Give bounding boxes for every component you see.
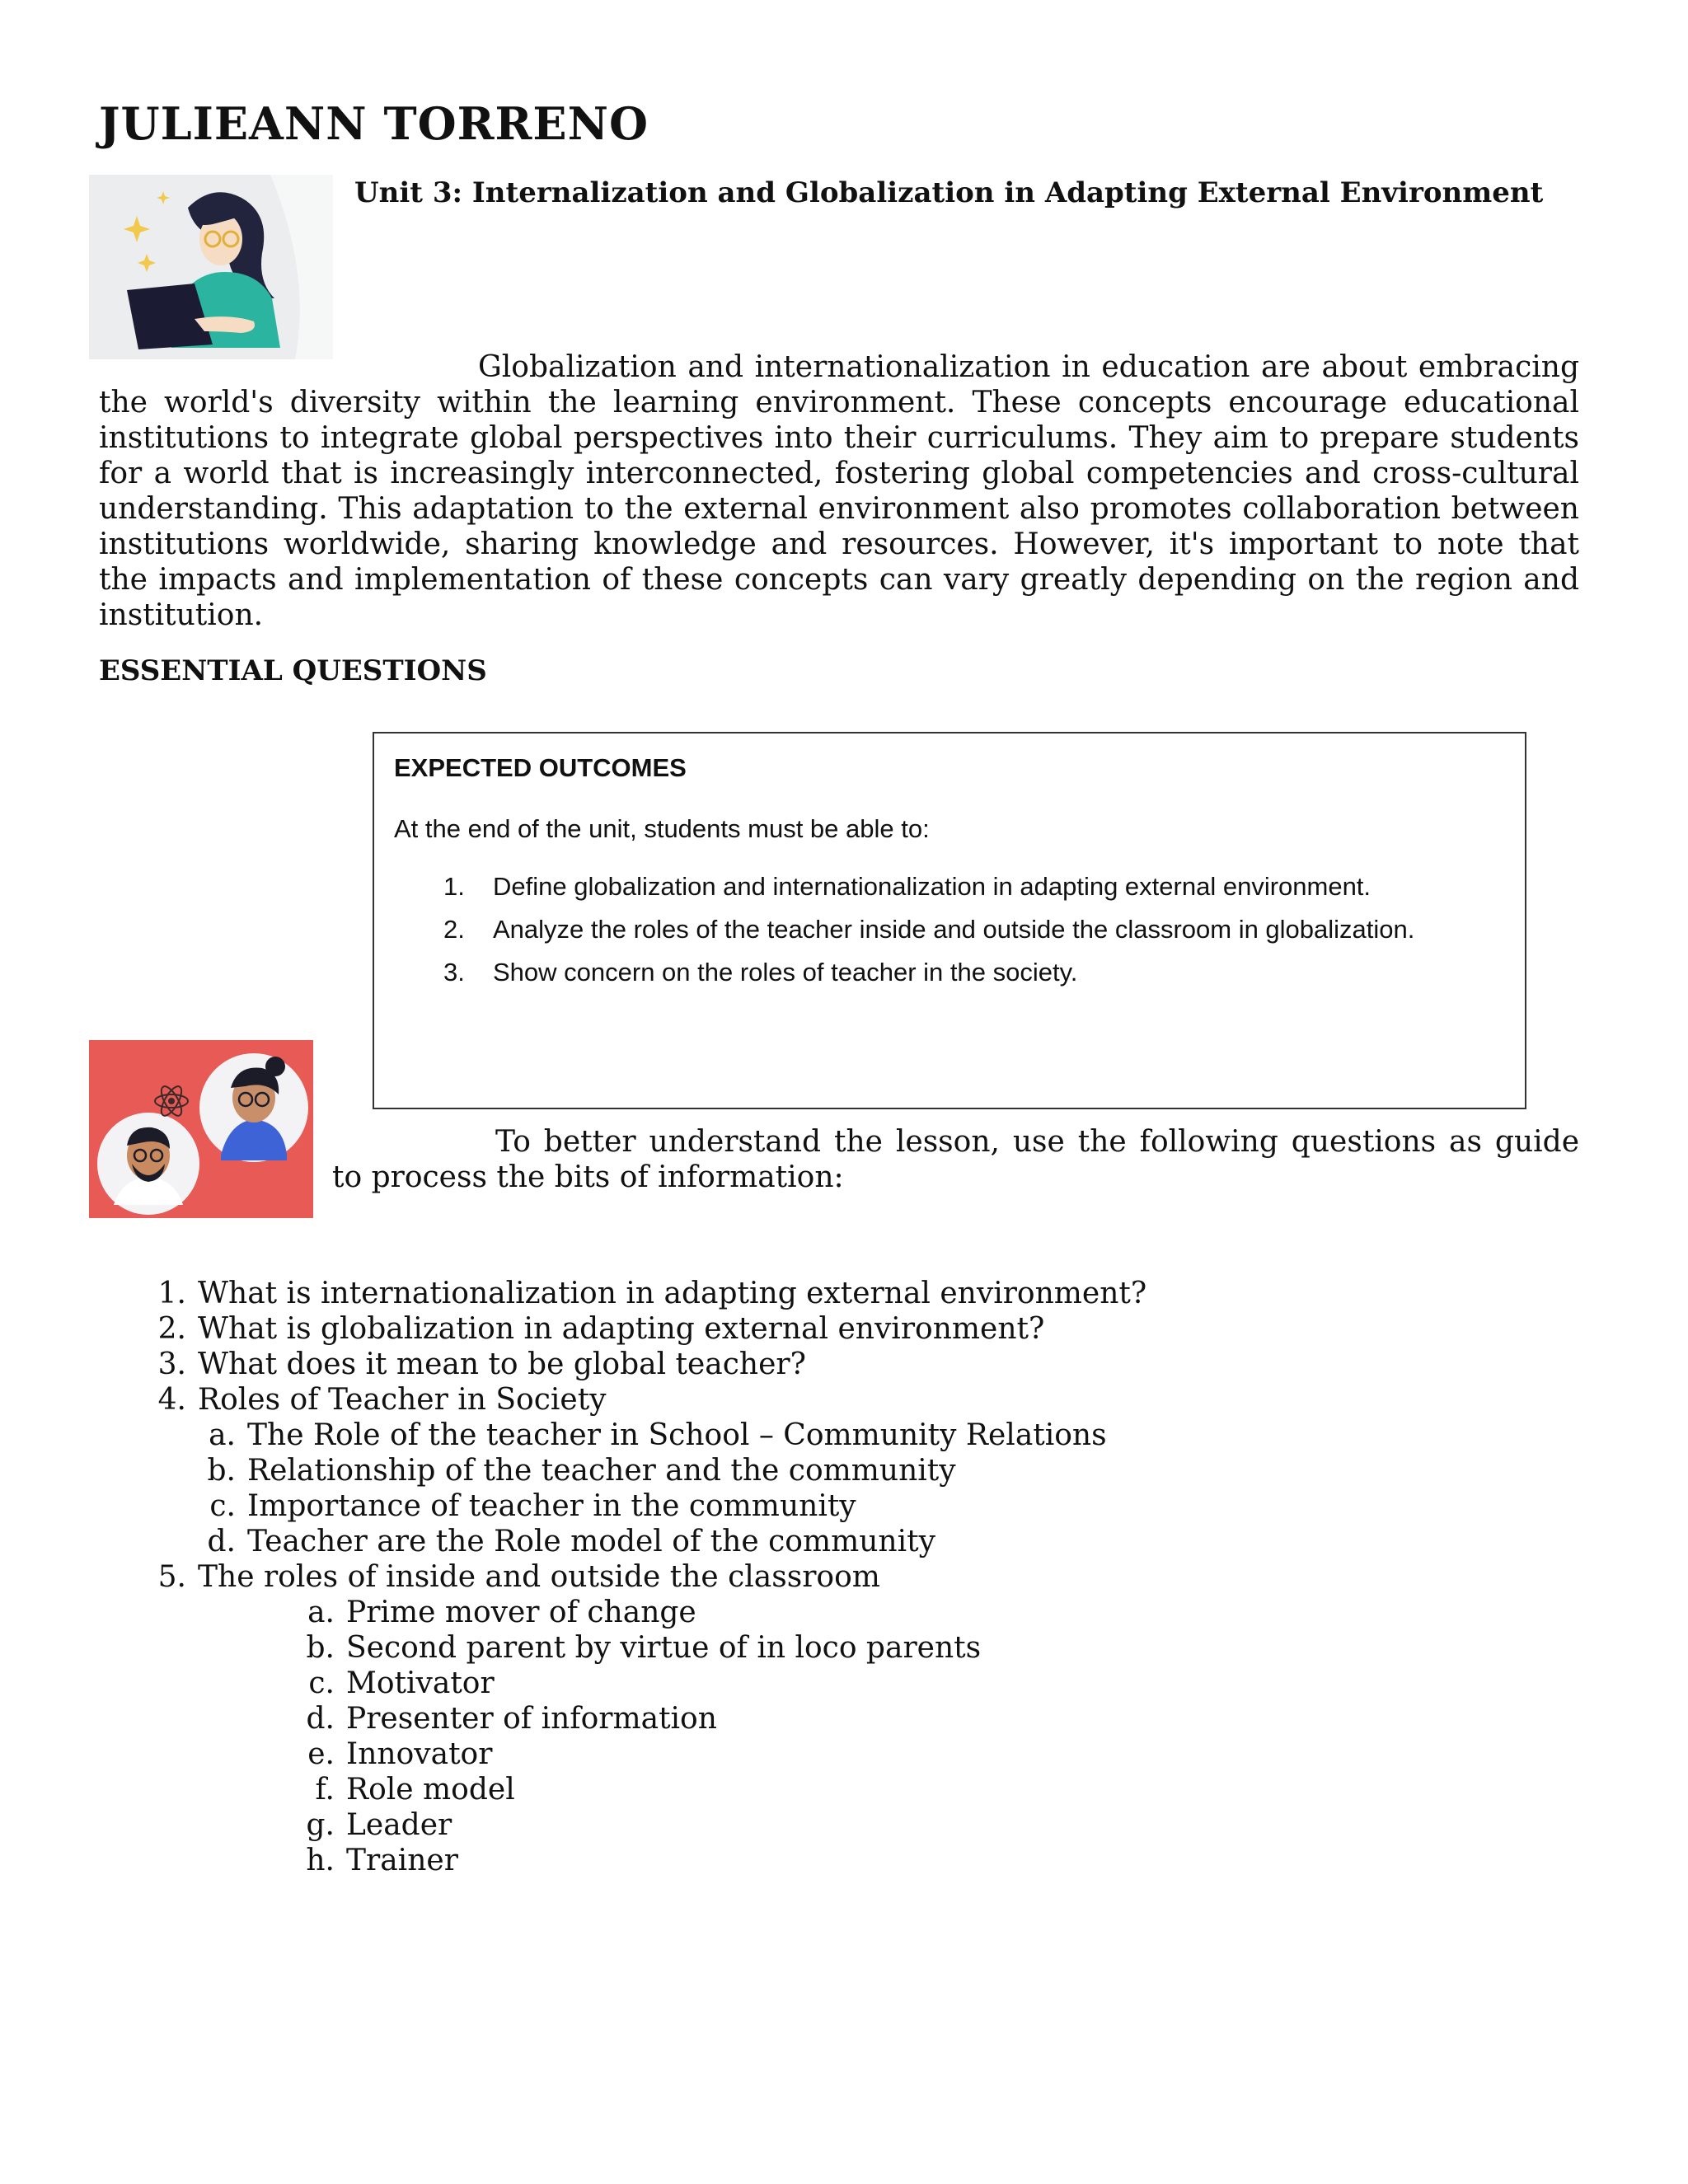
question-item bbox=[157, 1347, 806, 1382]
guide-text: To better understand the lesson, use the following questions as guide to process the bits of information: bbox=[332, 1125, 1579, 1194]
role-letter: d. bbox=[306, 1702, 335, 1736]
role-item bbox=[307, 1736, 493, 1772]
role-text: Motivator bbox=[346, 1666, 495, 1700]
question-text: What does it mean to be global teacher? bbox=[198, 1347, 806, 1381]
author-name: JULIEANN TORRENO bbox=[99, 97, 649, 150]
sub-question-letter: c. bbox=[209, 1489, 236, 1523]
role-item bbox=[315, 1772, 515, 1807]
sub-question-text: Relationship of the teacher and the community bbox=[247, 1454, 956, 1488]
question-item bbox=[157, 1311, 1045, 1347]
role-text: Second parent by virtue of in loco parents bbox=[346, 1631, 982, 1665]
outcome-text: Define globalization and internationalization in adapting external environment. bbox=[493, 872, 1372, 901]
role-item bbox=[306, 1807, 452, 1843]
role-text: Presenter of information bbox=[346, 1702, 717, 1736]
role-item bbox=[308, 1666, 495, 1701]
sub-question-item bbox=[207, 1453, 956, 1488]
question-number: 2. bbox=[157, 1312, 186, 1346]
sub-question-letter: b. bbox=[207, 1454, 236, 1488]
expected-outcomes-box bbox=[373, 732, 1526, 1109]
question-number: 4. bbox=[157, 1383, 186, 1417]
two-people-illustration bbox=[89, 1040, 313, 1218]
role-letter: g. bbox=[306, 1808, 335, 1842]
role-item bbox=[306, 1630, 982, 1666]
sub-question-text: Importance of teacher in the community bbox=[247, 1489, 856, 1523]
sub-question-letter: a. bbox=[209, 1418, 236, 1452]
role-text: Leader bbox=[346, 1808, 452, 1842]
role-text: Innovator bbox=[346, 1737, 493, 1771]
outcome-number: 2. bbox=[443, 915, 465, 944]
sub-question-text: Teacher are the Role model of the community bbox=[247, 1525, 935, 1558]
role-letter: f. bbox=[315, 1773, 335, 1807]
woman-laptop-illustration bbox=[89, 175, 333, 359]
outcome-text: Analyze the roles of the teacher inside and outside the classroom in globalization. bbox=[493, 915, 1415, 944]
outcomes-intro: At the end of the unit, students must be able to: bbox=[394, 814, 930, 843]
intro-text: Globalization and internationalization in education are about embracing the world's diversity within the learning environment. These concepts encourage educational institutions to integrate global perspectives into their curriculums. They aim to prepare students for a world that is increasingly interconnected, fostering global competencies and cross-cultural understanding. This adaptation to the external environment also promotes collaboration between institutions worldwide, sharing knowledge and resources. However, it's important to note that the impacts and implementation of these concepts can vary greatly depending on the region and institution. bbox=[99, 350, 1579, 632]
role-letter: b. bbox=[306, 1631, 335, 1665]
sub-question-item bbox=[209, 1488, 856, 1524]
outcome-number: 1. bbox=[443, 872, 465, 901]
question-item bbox=[157, 1559, 880, 1595]
question-item bbox=[157, 1276, 1147, 1311]
role-item bbox=[306, 1701, 717, 1736]
role-letter: c. bbox=[308, 1666, 335, 1700]
sub-question-item bbox=[209, 1418, 1107, 1453]
role-letter: h. bbox=[306, 1844, 335, 1877]
sub-question-text: The Role of the teacher in School – Community Relations bbox=[247, 1418, 1107, 1452]
role-letter: e. bbox=[307, 1737, 335, 1771]
question-number: 3. bbox=[157, 1347, 186, 1381]
role-text: Prime mover of change bbox=[346, 1596, 696, 1629]
essential-questions-heading: ESSENTIAL QUESTIONS bbox=[99, 654, 487, 687]
role-item bbox=[306, 1843, 458, 1878]
sub-question-letter: d. bbox=[207, 1525, 236, 1558]
sub-question-item bbox=[207, 1524, 935, 1559]
question-number: 5. bbox=[157, 1560, 186, 1594]
role-text: Trainer bbox=[346, 1844, 458, 1877]
question-text: Roles of Teacher in Society bbox=[198, 1383, 607, 1417]
outcome-item bbox=[394, 951, 1414, 994]
outcomes-list bbox=[394, 865, 1414, 994]
role-item bbox=[307, 1595, 696, 1630]
question-text: What is internationalization in adapting external environment? bbox=[198, 1277, 1147, 1310]
question-text: The roles of inside and outside the classroom bbox=[198, 1560, 880, 1594]
guide-paragraph bbox=[332, 1124, 1579, 1195]
outcome-number: 3. bbox=[443, 958, 465, 987]
role-letter: a. bbox=[307, 1596, 335, 1629]
outcome-text: Show concern on the roles of teacher in the society. bbox=[493, 958, 1078, 987]
intro-paragraph bbox=[99, 349, 1579, 633]
outcomes-heading: EXPECTED OUTCOMES bbox=[394, 753, 687, 782]
outcome-item bbox=[394, 908, 1414, 951]
role-text: Role model bbox=[346, 1773, 515, 1807]
outcome-item bbox=[394, 865, 1414, 908]
question-text: What is globalization in adapting external environment? bbox=[198, 1312, 1045, 1346]
question-number: 1. bbox=[157, 1277, 186, 1310]
unit-title: Unit 3: Internalization and Globalization in Adapting External Environment bbox=[354, 176, 1544, 209]
question-item bbox=[157, 1382, 607, 1418]
